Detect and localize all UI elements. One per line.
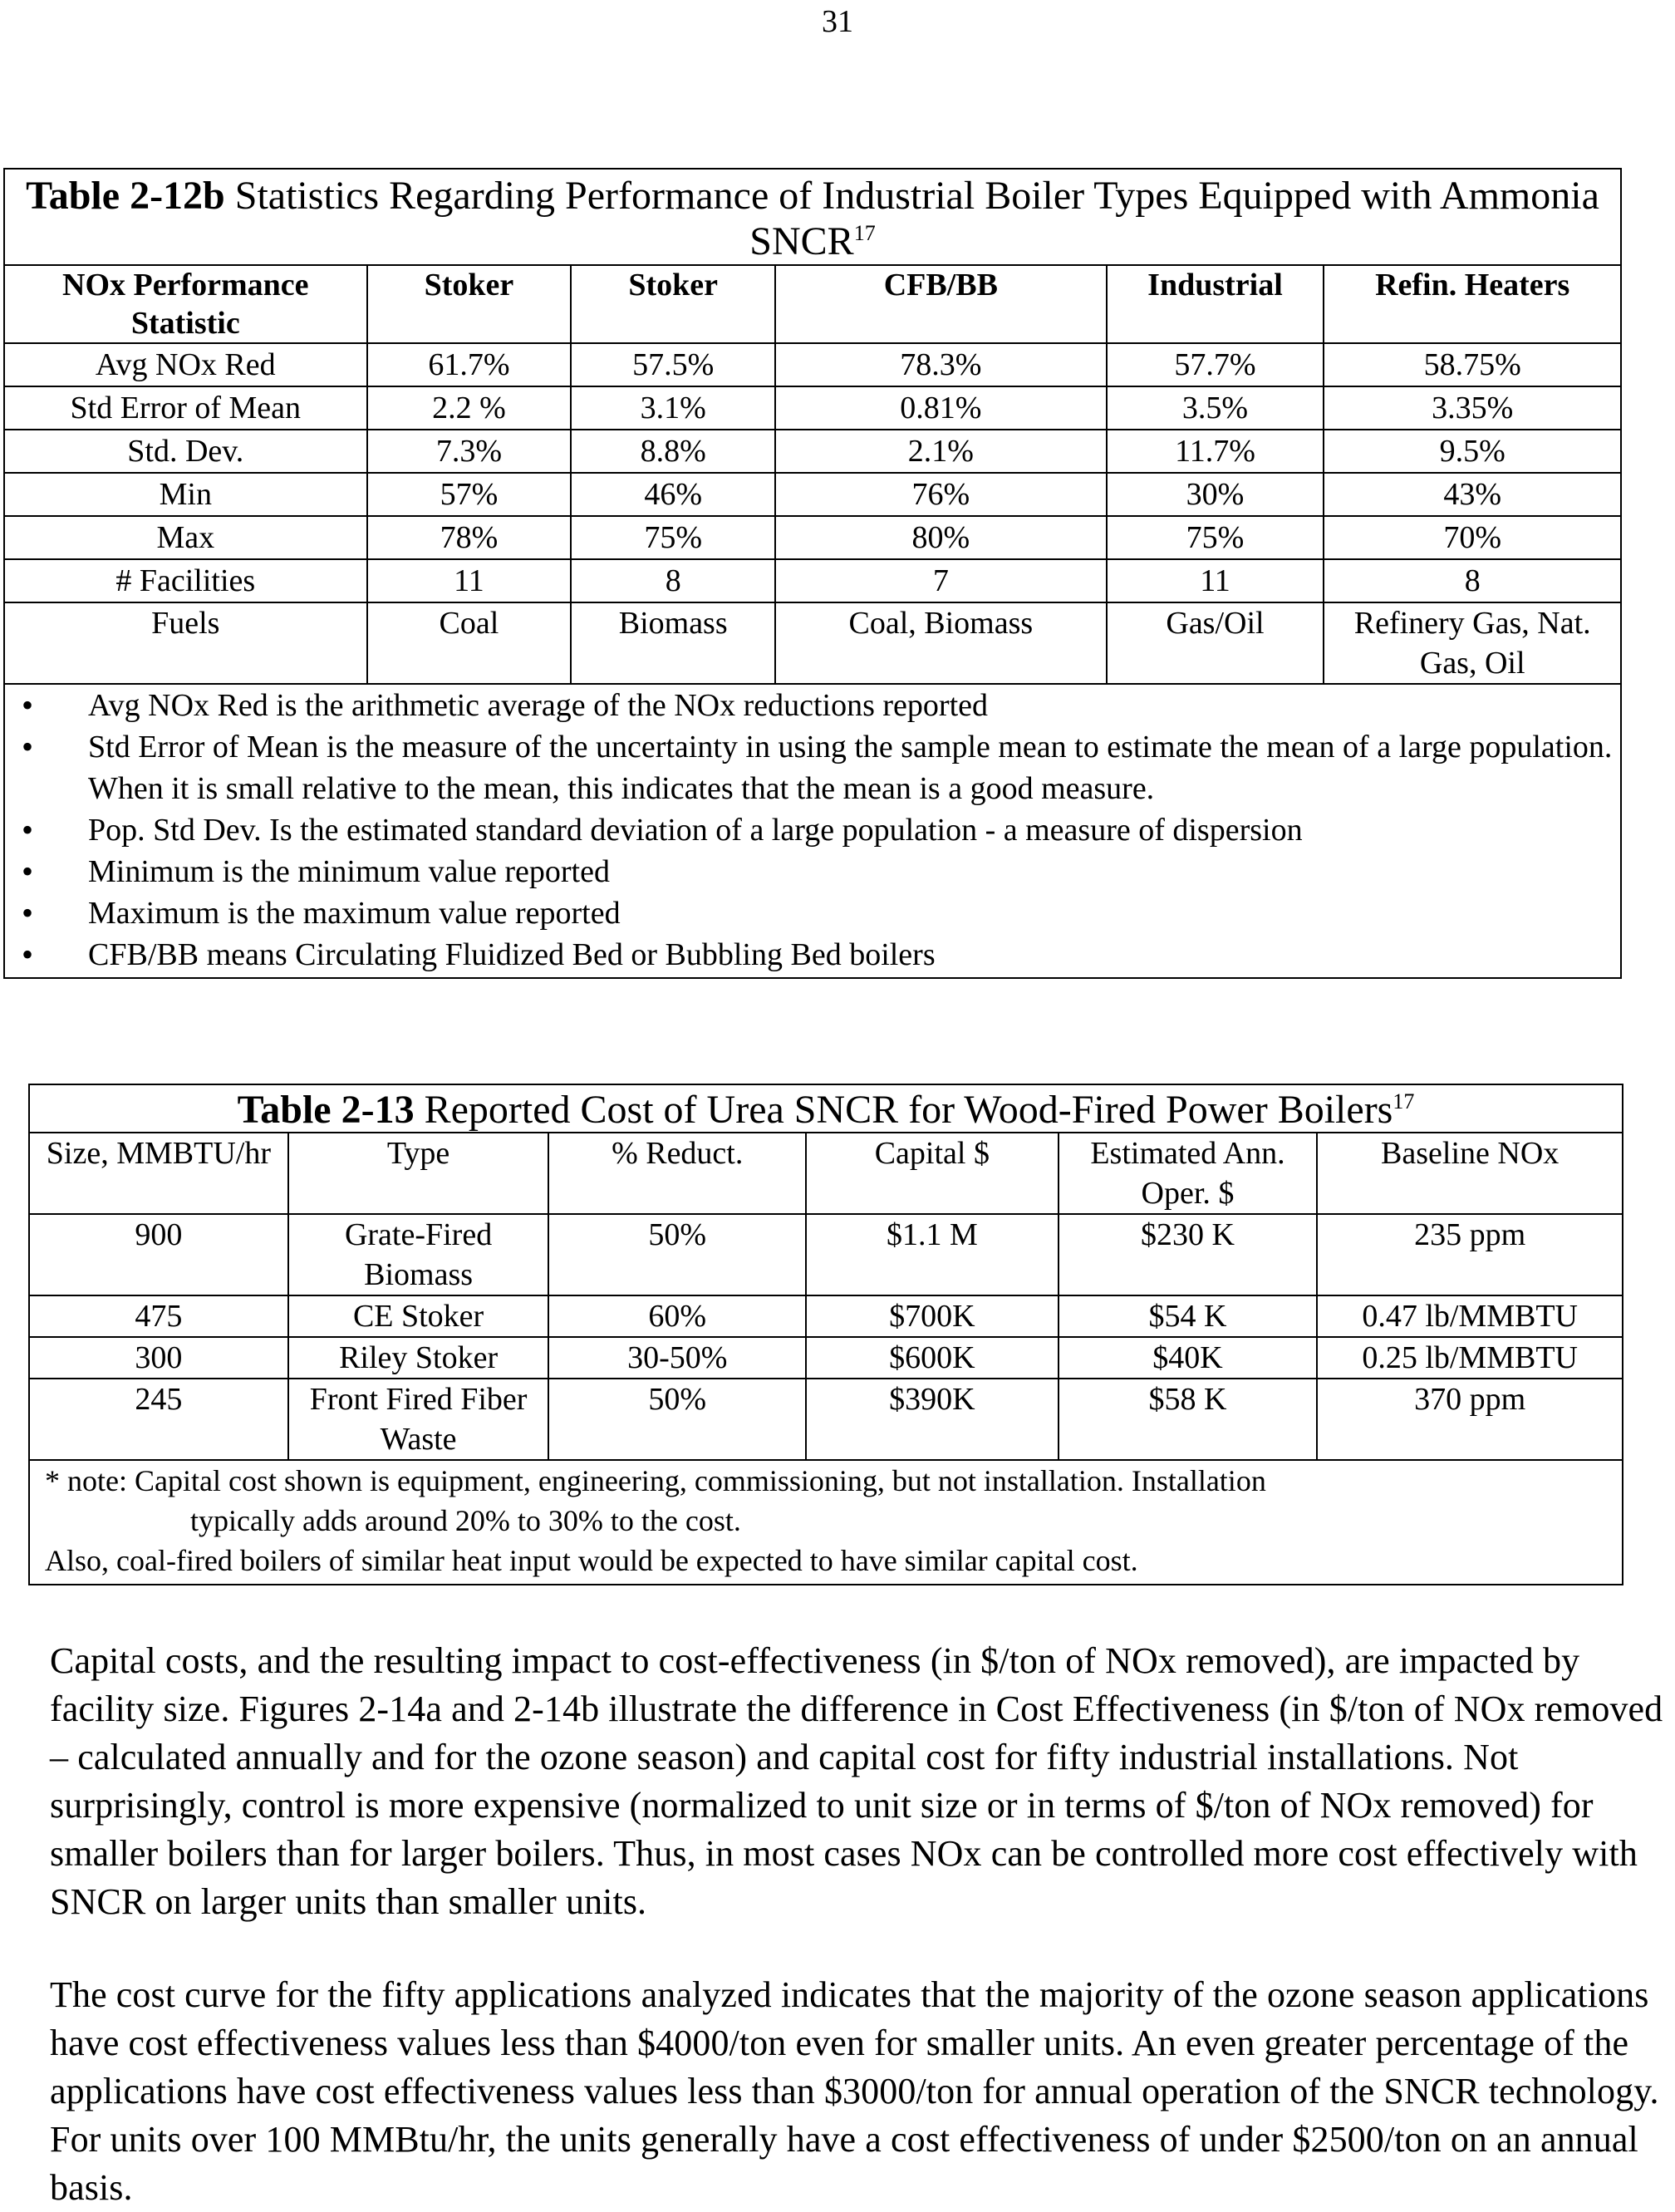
- table-cell: 46%: [571, 473, 775, 516]
- table-2-13: [28, 1084, 1623, 1585]
- table-row: [4, 430, 1621, 473]
- table-footnote: [29, 1460, 1623, 1585]
- footnote-line: typically adds around 20% to 30% to the cost.: [190, 1504, 741, 1537]
- table-cell: 0.47 lb/MMBTU: [1317, 1295, 1623, 1337]
- table-2-12b: [3, 168, 1622, 979]
- table-cell: $58 K: [1059, 1379, 1318, 1460]
- table-cell: 78.3%: [775, 343, 1106, 386]
- table-cell: 50%: [548, 1214, 806, 1295]
- table-row: [29, 1379, 1623, 1460]
- page-number: 31: [822, 4, 853, 39]
- body-paragraph: Capital costs, and the resulting impact to cost-effectiveness (in $/ton of NOx removed), are impacted by facility size. Figures 2-14a and 2-14b illustrate the difference in Cost Effectiveness (in $/ton of NOx removed – calculated annually and for the ozone season) and capital cost for fifty industrial installations. Not surprisingly, control is more expensive (normalized to unit size or in terms of $/ton of NOx removed) for smaller boilers than for larger boilers. Thus, in most cases NOx can be controlled more cost effectively with SNCR on larger units than smaller units.: [50, 1640, 1663, 1922]
- table-cell: $1.1 M: [806, 1214, 1059, 1295]
- table-cell: $40K: [1059, 1337, 1318, 1379]
- table-cell: 235 ppm: [1317, 1214, 1623, 1295]
- table-cell: 0.81%: [775, 386, 1106, 430]
- table-row: [4, 516, 1621, 559]
- table-cell: Riley Stoker: [288, 1337, 549, 1379]
- table-row: [29, 1337, 1623, 1379]
- table-cell: 9.5%: [1324, 430, 1621, 473]
- table-title: [29, 1084, 1623, 1133]
- list-item: • CFB/BB means Circulating Fluidized Bed or Bubbling Bed boilers: [12, 934, 1614, 976]
- footnote-line: Also, coal-fired boilers of similar heat input would be expected to have similar capital cost.: [45, 1544, 1138, 1577]
- table-cell: $390K: [806, 1379, 1059, 1460]
- column-header: Industrial: [1107, 265, 1324, 343]
- column-header: Estimated Ann. Oper. $: [1059, 1133, 1318, 1214]
- table-cell: 30%: [1107, 473, 1324, 516]
- column-header: CFB/BB: [775, 265, 1106, 343]
- table-cell: 70%: [1324, 516, 1621, 559]
- table-cell: 61.7%: [367, 343, 572, 386]
- table-row: [4, 473, 1621, 516]
- column-header: Capital $: [806, 1133, 1059, 1214]
- table-cell: 3.1%: [571, 386, 775, 430]
- table-cell: $700K: [806, 1295, 1059, 1337]
- table-cell: 57%: [367, 473, 572, 516]
- table-cell: 75%: [571, 516, 775, 559]
- table-row: [4, 559, 1621, 602]
- table-cell: 8: [1324, 559, 1621, 602]
- column-header: Type: [288, 1133, 549, 1214]
- table-cell: 11: [1107, 559, 1324, 602]
- table-caption: Statistics Regarding Performance of Industrial Boiler Types Equipped with Ammonia SNCR: [224, 174, 1599, 263]
- list-item: • Pop. Std Dev. Is the estimated standard deviation of a large population - a measure of dispersion: [12, 809, 1614, 851]
- table-cell: 2.2 %: [367, 386, 572, 430]
- table-title: [4, 169, 1621, 265]
- table-cell: Front Fired Fiber Waste: [288, 1379, 549, 1460]
- table-cell: 57.7%: [1107, 343, 1324, 386]
- table-number: Table 2-13: [237, 1088, 415, 1132]
- table-cell: 76%: [775, 473, 1106, 516]
- table-cell: 7.3%: [367, 430, 572, 473]
- table-cell: 60%: [548, 1295, 806, 1337]
- table-caption: Reported Cost of Urea SNCR for Wood-Fired Power Boilers: [414, 1088, 1393, 1132]
- body-paragraph: The cost curve for the fifty applications analyzed indicates that the majority of the ozone season applications have cost effectiveness values less than $4000/ton even for smaller units. An even greater percentage of the applications have cost effectiveness values less than $3000/ton for annual operation of the SNCR technology. For units over 100 MMBtu/hr, the units generally have a cost effectiveness of under $2500/ton on an annual basis.: [50, 1974, 1659, 2208]
- table-cell: $600K: [806, 1337, 1059, 1379]
- column-header: NOx Performance Statistic: [4, 265, 367, 343]
- table-cell: 80%: [775, 516, 1106, 559]
- table-cell: 78%: [367, 516, 572, 559]
- table-cell: Coal: [367, 602, 572, 684]
- column-header: Stoker: [367, 265, 572, 343]
- table-cell: 58.75%: [1324, 343, 1621, 386]
- table-row: [29, 1295, 1623, 1337]
- table-cell: Gas/Oil: [1107, 602, 1324, 684]
- table-cell: 8.8%: [571, 430, 775, 473]
- row-label: Avg NOx Red: [4, 343, 367, 386]
- row-label: Std. Dev.: [4, 430, 367, 473]
- table-cell: Grate-Fired Biomass: [288, 1214, 549, 1295]
- table-cell: 11.7%: [1107, 430, 1324, 473]
- table-cell: $230 K: [1059, 1214, 1318, 1295]
- table-notes: [4, 684, 1621, 978]
- table-cell: 370 ppm: [1317, 1379, 1623, 1460]
- list-item: • Maximum is the maximum value reported: [12, 892, 1614, 934]
- table-number: Table 2-12b: [26, 174, 225, 218]
- table-cell: Coal, Biomass: [775, 602, 1106, 684]
- list-item: • Minimum is the minimum value reported: [12, 851, 1614, 892]
- table-cell: 43%: [1324, 473, 1621, 516]
- column-header: Size, MMBTU/hr: [29, 1133, 288, 1214]
- table-cell: 3.35%: [1324, 386, 1621, 430]
- table-row: [29, 1214, 1623, 1295]
- table-cell: 3.5%: [1107, 386, 1324, 430]
- footnote-ref: 17: [1393, 1089, 1415, 1113]
- row-label: # Facilities: [4, 559, 367, 602]
- table-cell: CE Stoker: [288, 1295, 549, 1337]
- table-row: [4, 343, 1621, 386]
- table-cell: 0.25 lb/MMBTU: [1317, 1337, 1623, 1379]
- column-header: Stoker: [571, 265, 775, 343]
- table-cell: 57.5%: [571, 343, 775, 386]
- row-label: Std Error of Mean: [4, 386, 367, 430]
- table-cell: 50%: [548, 1379, 806, 1460]
- table-cell: 75%: [1107, 516, 1324, 559]
- column-header: Refin. Heaters: [1324, 265, 1621, 343]
- table-cell: 11: [367, 559, 572, 602]
- row-label: Max: [4, 516, 367, 559]
- table-cell: Refinery Gas, Nat. Gas, Oil: [1324, 602, 1621, 684]
- list-item: • Std Error of Mean is the measure of the uncertainty in using the sample mean to estimate the mean of a large population. When it is small relative to the mean, this indicates that the mean is a good measure.: [12, 726, 1614, 809]
- column-header: % Reduct.: [548, 1133, 806, 1214]
- table-cell: 900: [29, 1214, 288, 1295]
- table-cell: Biomass: [571, 602, 775, 684]
- table-cell: 2.1%: [775, 430, 1106, 473]
- column-header: Baseline NOx: [1317, 1133, 1623, 1214]
- table-row: [4, 602, 1621, 684]
- table-cell: 8: [571, 559, 775, 602]
- table-cell: 475: [29, 1295, 288, 1337]
- list-item: • Avg NOx Red is the arithmetic average of the NOx reductions reported: [12, 685, 1614, 726]
- footnote-line: * note: Capital cost shown is equipment, engineering, commissioning, but not installation. Installation: [45, 1464, 1266, 1497]
- table-cell: 30-50%: [548, 1337, 806, 1379]
- row-label: Min: [4, 473, 367, 516]
- table-cell: 300: [29, 1337, 288, 1379]
- table-cell: 245: [29, 1379, 288, 1460]
- table-cell: $54 K: [1059, 1295, 1318, 1337]
- footnote-ref: 17: [853, 221, 876, 245]
- table-cell: 7: [775, 559, 1106, 602]
- table-row: [4, 386, 1621, 430]
- row-label: Fuels: [4, 602, 367, 684]
